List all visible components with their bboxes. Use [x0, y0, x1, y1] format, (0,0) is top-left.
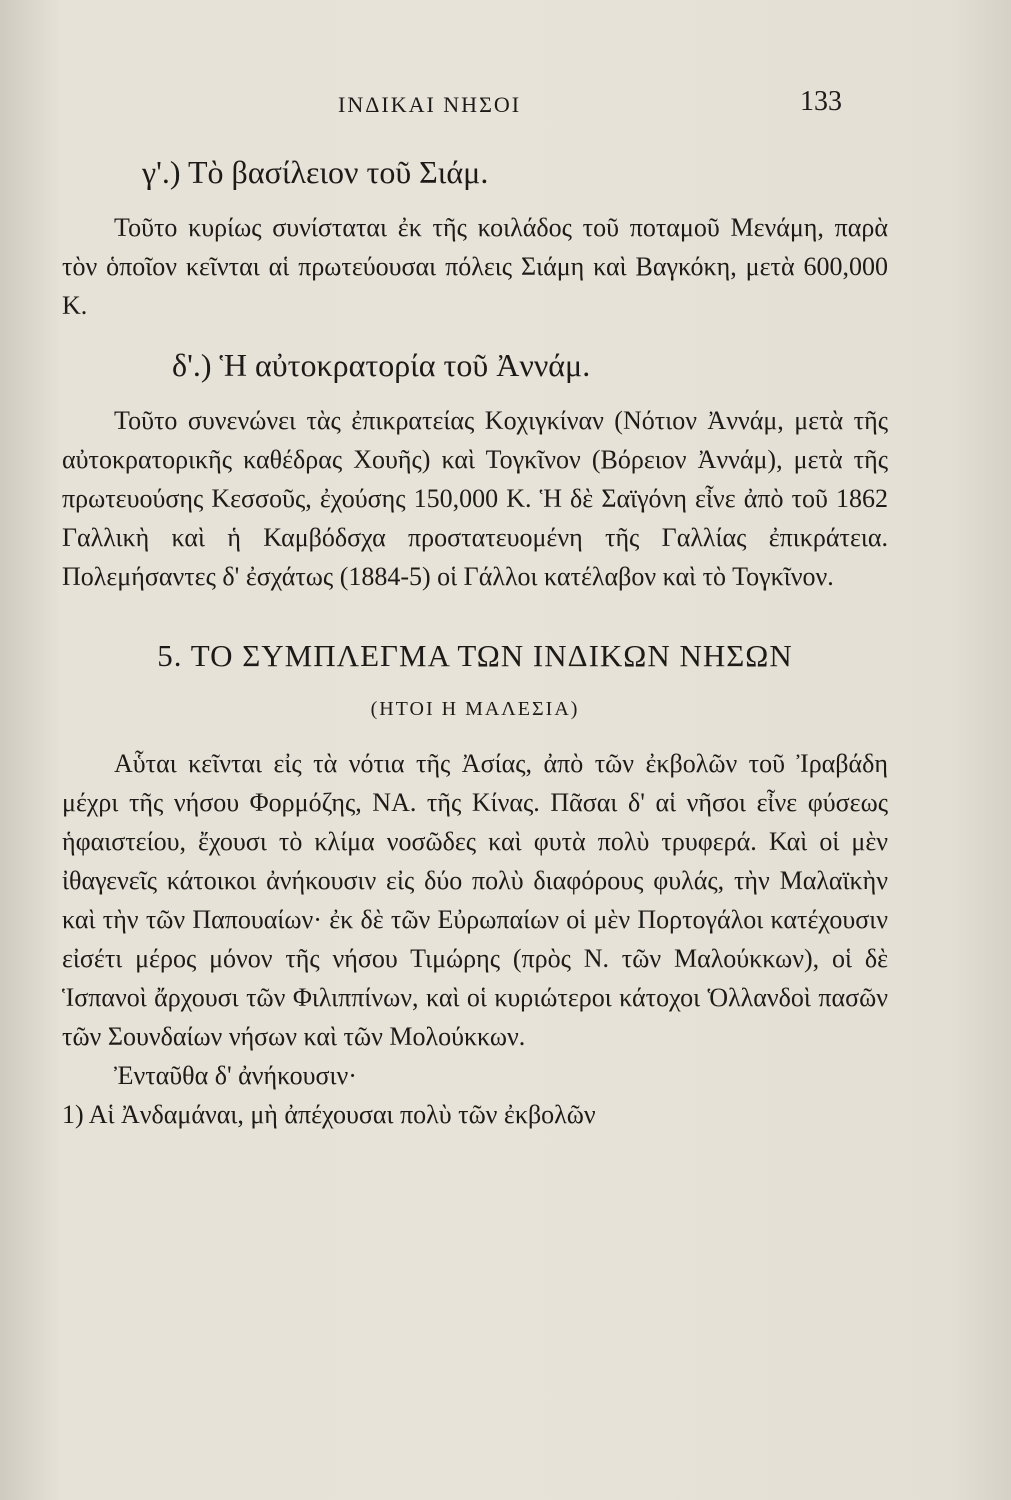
list-item-andaman: 1) Αἱ Ἀνδαμάναι, μὴ ἀπέχουσαι πολὺ τῶν ἐκβολῶν	[62, 1100, 596, 1129]
page-number: 133	[800, 86, 842, 117]
page-header	[0, 84, 1011, 124]
paragraph-malesia: Αὗται κεῖνται εἰς τὰ νότια τῆς Ἀσίας, ἀπὸ τῶν ἐκβολῶν τοῦ Ἰραβάδη μέχρι τῆς νήσου Φορμόζης, ΝΑ. τῆς Κίνας. Πᾶσαι δ' αἱ νῆσοι εἶνε φύσεως ἡφαιστείου, ἔχουσι τὸ κλίμα νοσῶδες καὶ φυτὰ πολὺ τρυφερά. Καὶ οἱ μὲν ἰθαγενεῖς κάτοικοι ἀνήκουσιν εἰς δύο πολὺ διαφόρους φυλάς, τὴν Μαλαϊκὴν καὶ τὴν τῶν Παπουαίων· ἐκ δὲ τῶν Εὐρωπαίων οἱ μὲν Πορτογάλοι κατέχουσιν εἰσέτι μέρος μόνον τῆς νήσου Τιμώρης (πρὸς Ν. τῶν Μαλούκκων), οἱ δὲ Ἱσπανοὶ ἄρχουσι τῶν Φιλιππίνων, καὶ οἱ κυριώτεροι κάτοχοι Ὁλλανδοὶ πασῶν τῶν Σουνδαίων νήσων καὶ τῶν Μολούκκων.	[62, 749, 888, 1051]
paragraph-here-belong: Ἐνταῦθα δ' ἀνήκουσιν·	[114, 1061, 357, 1090]
section-heading-annam: δ'.) Ἡ αὐτοκρατορία τοῦ Ἀννάμ.	[172, 347, 591, 383]
running-title: ΙΝΔΙΚΑΙ ΝΗΣΟΙ	[338, 92, 522, 117]
paragraph-siam: Τοῦτο κυρίως συνίσταται ἐκ τῆς κοιλάδος τοῦ ποταμοῦ Μενάμη, παρὰ τὸν ὁποῖον κεῖνται αἱ πρωτεύουσαι πόλεις Σιάμη καὶ Βαγκόκη, μετὰ 600,000 Κ.	[62, 213, 888, 320]
chapter-subtitle: (ΗΤΟΙ Η ΜΑΛΕΣΙΑ)	[370, 698, 580, 720]
chapter-title: 5. ΤΟ ΣΥΜΠΛΕΓΜΑ ΤΩΝ ΙΝΔΙΚΩΝ ΝΗΣΩΝ	[157, 638, 793, 673]
section-heading-siam: γ'.) Τὸ βασίλειον τοῦ Σιάμ.	[142, 154, 489, 190]
paragraph-annam: Τοῦτο συνενώνει τὰς ἐπικρατείας Κοχιγκίναν (Νότιον Ἀννάμ, μετὰ τῆς αὐτοκρατορικῆς καθέδρας Χουῆς) καὶ Τογκῖνον (Βόρειον Ἀννάμ), μετὰ τῆς πρωτευούσης Κεσσοῦς, ἐχούσης 150,000 Κ. Ἡ δὲ Σαϊγόνη εἶνε ἀπὸ τοῦ 1862 Γαλλικὴ καὶ ἡ Καμβόδσχα προστατευομένη τῆς Γαλλίας ἐπικράτεια. Πολεμήσαντες δ' ἐσχάτως (1884-5) οἱ Γάλλοι κατέλαβον καὶ τὸ Τογκῖνον.	[62, 406, 888, 591]
page-content	[62, 150, 888, 1134]
